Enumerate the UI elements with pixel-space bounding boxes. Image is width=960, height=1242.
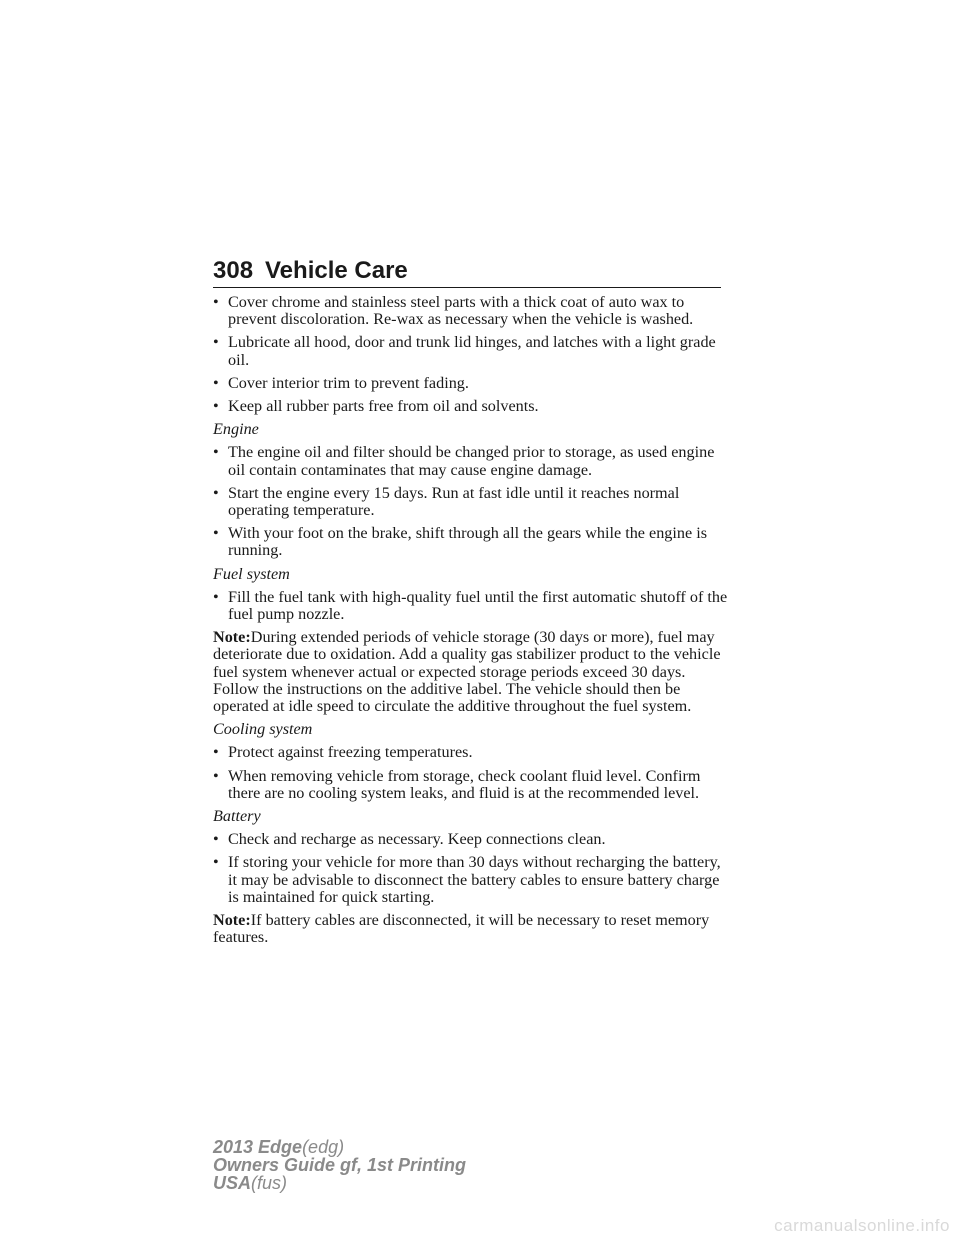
bullet-text: Check and recharge as necessary. Keep connections clean. bbox=[228, 830, 606, 849]
bullet-text: Start the engine every 15 days. Run at fast idle until it reaches normal operating temperature. bbox=[228, 483, 680, 520]
footer-market-code: (fus) bbox=[251, 1173, 288, 1193]
bullet-item bbox=[213, 334, 733, 368]
bullet-item bbox=[213, 768, 733, 802]
bullet-item bbox=[213, 854, 733, 906]
bullet-symbol: • bbox=[213, 483, 219, 502]
bullet-text: Protect against freezing temperatures. bbox=[228, 743, 473, 762]
bullet-item bbox=[213, 485, 733, 519]
bullet-symbol: • bbox=[213, 853, 219, 872]
watermark: carmanualsonline.info bbox=[774, 1216, 950, 1235]
bullet-text: Keep all rubber parts free from oil and solvents. bbox=[228, 397, 539, 416]
bullet-symbol: • bbox=[213, 524, 219, 543]
bullet-item bbox=[213, 444, 733, 478]
bullet-symbol: • bbox=[213, 587, 219, 606]
bullet-item bbox=[213, 831, 733, 848]
footer-line-3 bbox=[213, 1174, 466, 1192]
bullet-symbol: • bbox=[213, 373, 219, 392]
bullet-symbol: • bbox=[213, 743, 219, 762]
footer-guide: Owners Guide gf, 1st Printing bbox=[213, 1155, 467, 1175]
bullet-item bbox=[213, 375, 733, 392]
bullet-symbol: • bbox=[213, 443, 219, 462]
bullet-text: The engine oil and filter should be changed prior to storage, as used engine oil contain contaminates that may cause engine damage. bbox=[228, 443, 715, 479]
subsection-heading: Cooling system bbox=[213, 720, 313, 739]
bullet-symbol: • bbox=[213, 830, 219, 849]
footer-market: USA bbox=[213, 1173, 252, 1193]
footer-line-2 bbox=[213, 1156, 466, 1174]
note-text: If battery cables are disconnected, it will be necessary to reset memory features. bbox=[213, 911, 710, 947]
bullet-symbol: • bbox=[213, 333, 219, 352]
bullet-text: When removing vehicle from storage, check coolant fluid level. Confirm there are no cooling system leaks, and fluid is at the recommended level. bbox=[228, 766, 701, 802]
bullet-item bbox=[213, 294, 733, 328]
footer-line-1 bbox=[213, 1138, 466, 1156]
bullet-item bbox=[213, 525, 733, 559]
subsection-heading: Battery bbox=[213, 807, 261, 826]
bullet-text: Fill the fuel tank with high-quality fuel until the first automatic shutoff of the fuel pump nozzle. bbox=[228, 587, 728, 624]
bullet-text: If storing your vehicle for more than 30 days without recharging the battery, it may be advisable to disconnect the battery cables to ensure battery charge is maintained for quick starting. bbox=[228, 853, 721, 906]
bullet-text: Lubricate all hood, door and trunk lid hinges, and latches with a light grade oil. bbox=[228, 333, 716, 369]
bullet-item bbox=[213, 744, 733, 761]
page-body bbox=[213, 294, 733, 953]
bullet-text: Cover chrome and stainless steel parts with a thick coat of auto wax to prevent discoloration. Re-wax as necessary when the vehicle is washed. bbox=[228, 293, 694, 329]
section-title: Vehicle Care bbox=[265, 257, 408, 284]
bullet-symbol: • bbox=[213, 397, 219, 416]
subsection-heading: Engine bbox=[213, 420, 259, 439]
subsection-heading: Fuel system bbox=[213, 564, 290, 583]
note-paragraph bbox=[213, 629, 733, 715]
bullet-symbol: • bbox=[213, 766, 219, 785]
note-paragraph bbox=[213, 912, 733, 946]
bullet-text: Cover interior trim to prevent fading. bbox=[228, 373, 469, 392]
note-text: During extended periods of vehicle storage (30 days or more), fuel may deteriorate due to oxidation. Add a quality gas stabilizer product to the vehicle fuel system whenever actual or expected storage periods exceed 30 days. Follow the instructions on the additive label. The vehicle should then be operated at idle speed to circulate the additive throughout the fuel system. bbox=[213, 628, 721, 716]
note-label: Note: bbox=[213, 911, 251, 930]
footer-model: 2013 Edge bbox=[213, 1137, 303, 1157]
bullet-symbol: • bbox=[213, 293, 219, 311]
header-rule bbox=[213, 287, 721, 288]
bullet-item bbox=[213, 398, 733, 415]
bullet-item bbox=[213, 589, 733, 623]
note-label: Note: bbox=[213, 628, 251, 647]
page-number: 308 bbox=[213, 257, 254, 284]
bullet-text: With your foot on the brake, shift through all the gears while the engine is running. bbox=[228, 524, 708, 560]
print-footer bbox=[213, 1138, 466, 1192]
page-header bbox=[213, 256, 721, 290]
footer-model-code: (edg) bbox=[302, 1137, 345, 1157]
